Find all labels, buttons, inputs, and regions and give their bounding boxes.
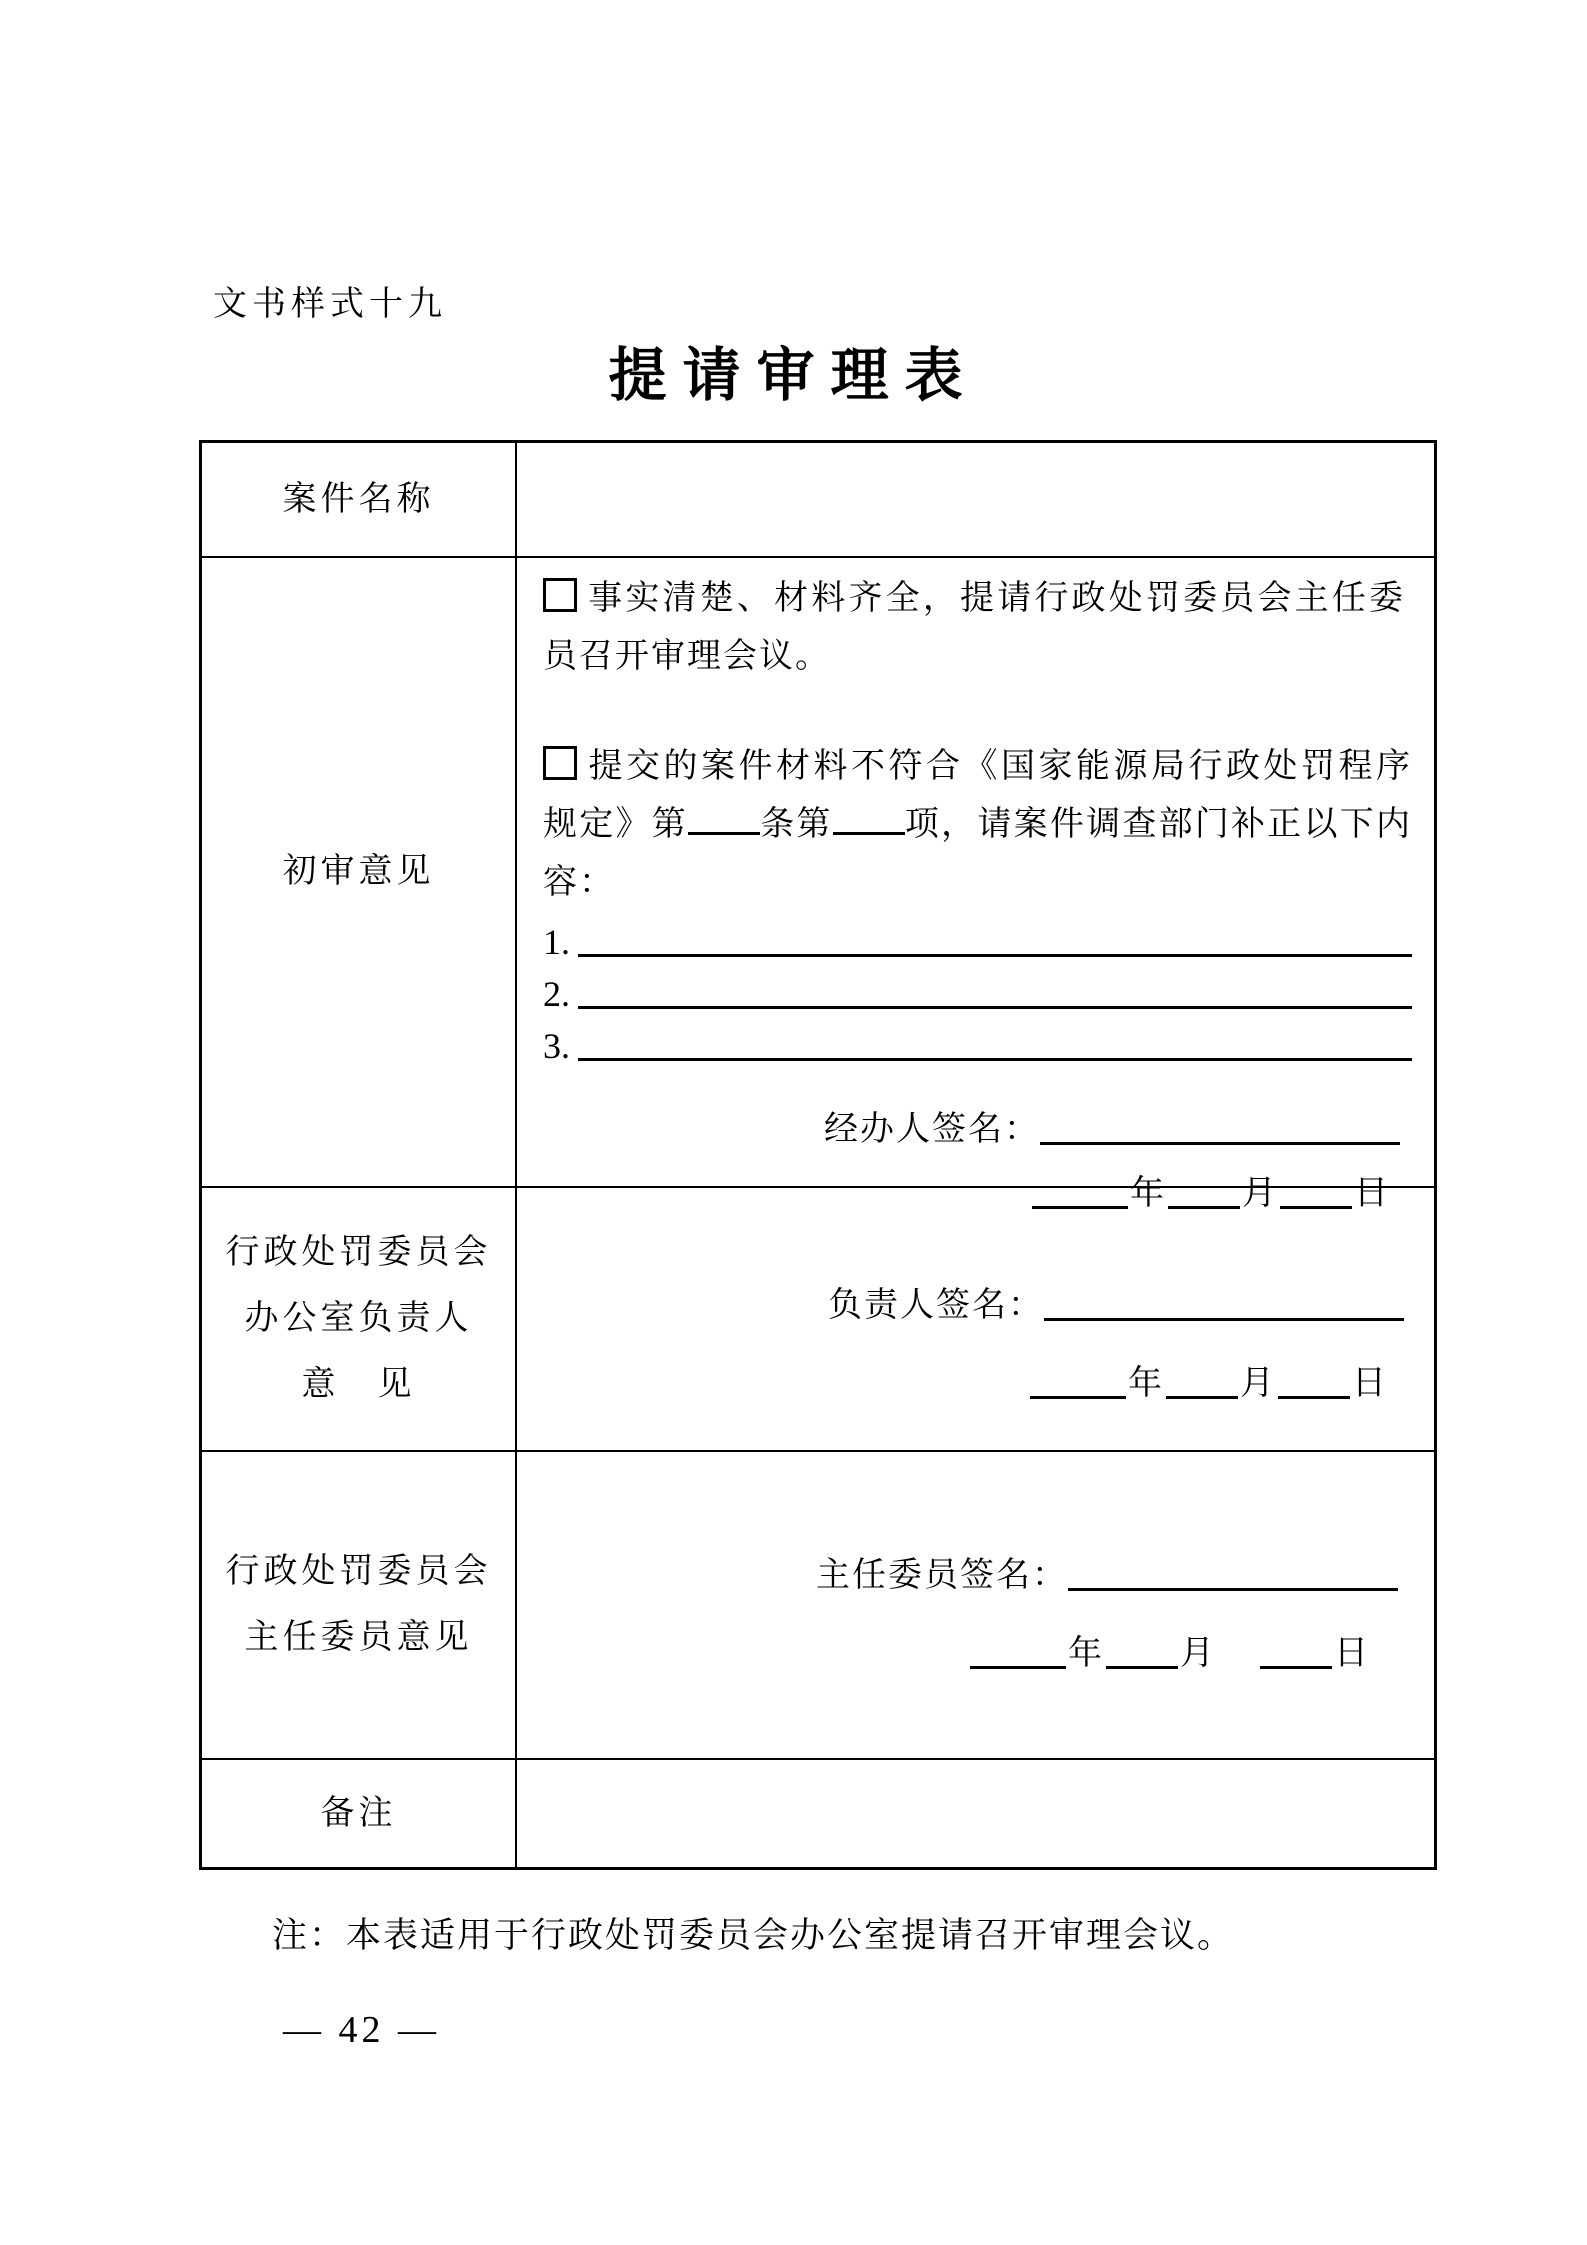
month-label: 月 <box>1180 1635 1216 1672</box>
article-number-blank <box>688 800 760 835</box>
office-head-label-line: 行政处罚委员会 <box>225 1234 492 1271</box>
head-signature-row <box>517 1284 1404 1328</box>
numbered-line-label: 3. <box>543 1026 570 1066</box>
case-name-value-cell <box>517 443 1434 556</box>
numbered-line-label: 2. <box>543 974 570 1014</box>
year-label: 年 <box>1130 1175 1166 1212</box>
fill-in-line <box>578 1006 1412 1009</box>
remarks-label-cell: 备注 <box>202 1758 517 1867</box>
review-option-2-seg3: 项，请案件调查部门补正以下内容： <box>543 806 1413 901</box>
year-label: 年 <box>1128 1365 1164 1402</box>
doc-style-label: 文书样式十九 <box>213 286 447 323</box>
head-signature-label: 负责人签名： <box>828 1287 1044 1324</box>
date-line <box>517 1632 1398 1676</box>
review-option-2 <box>543 738 1412 912</box>
checkbox-icon <box>543 578 577 612</box>
fill-in-line <box>578 954 1412 957</box>
office-head-label-line: 意 见 <box>301 1366 416 1403</box>
month-blank <box>1106 1666 1178 1669</box>
review-option-1 <box>543 570 1405 686</box>
numbered-line <box>543 964 1412 1016</box>
case-name-label-cell: 案件名称 <box>202 443 517 556</box>
chief-member-content-cell <box>517 1450 1434 1758</box>
review-request-table <box>199 440 1437 1870</box>
office-head-label-line: 办公室负责人 <box>244 1300 473 1337</box>
remarks-value-cell <box>517 1758 1434 1867</box>
year-label: 年 <box>1068 1635 1104 1672</box>
signature-blank <box>1068 1588 1398 1591</box>
numbered-line <box>543 1016 1412 1068</box>
item-number-blank <box>833 800 905 835</box>
page-number: — 42 — <box>283 2009 440 2051</box>
review-option-2-seg2: 条第 <box>759 806 833 843</box>
year-blank <box>1030 1396 1126 1399</box>
numbered-line <box>543 912 1412 964</box>
chief-member-label-line: 行政处罚委员会 <box>225 1553 492 1590</box>
chief-member-label-cell <box>202 1450 517 1758</box>
day-label: 日 <box>1354 1175 1390 1212</box>
form-title: 提请审理表 <box>608 343 979 408</box>
signature-blank <box>1040 1142 1400 1145</box>
month-blank <box>1166 1396 1238 1399</box>
chief-member-label-line: 主任委员意见 <box>244 1619 473 1656</box>
initial-review-content-cell <box>517 556 1434 1212</box>
numbered-line-label: 1. <box>543 922 570 962</box>
day-label: 日 <box>1352 1365 1388 1402</box>
office-head-content-cell <box>517 1186 1434 1450</box>
signature-blank <box>1044 1318 1404 1321</box>
review-option-2-seg1: 提交的案件材料不符合《国家能源局行政处罚程序规定》第 <box>543 748 1412 843</box>
initial-review-label-cell: 初审意见 <box>202 556 517 1186</box>
day-label: 日 <box>1334 1635 1370 1672</box>
month-label: 月 <box>1240 1365 1276 1402</box>
date-line <box>517 1362 1404 1406</box>
checkbox-icon <box>543 746 577 780</box>
office-head-label-cell <box>202 1186 517 1450</box>
handler-signature-row <box>543 1108 1412 1152</box>
day-blank <box>1260 1666 1332 1669</box>
chief-signature-row <box>517 1554 1398 1598</box>
day-blank <box>1278 1396 1350 1399</box>
month-label: 月 <box>1242 1175 1278 1212</box>
form-note: 注：本表适用于行政处罚委员会办公室提请召开审理会议。 <box>272 1916 1235 1955</box>
handler-signature-label: 经办人签名： <box>824 1111 1040 1148</box>
year-blank <box>970 1666 1066 1669</box>
fill-in-line <box>578 1058 1412 1061</box>
chief-signature-label: 主任委员签名： <box>816 1557 1068 1594</box>
review-option-1-text: 事实清楚、材料齐全，提请行政处罚委员会主任委员召开审理会议。 <box>543 580 1405 675</box>
